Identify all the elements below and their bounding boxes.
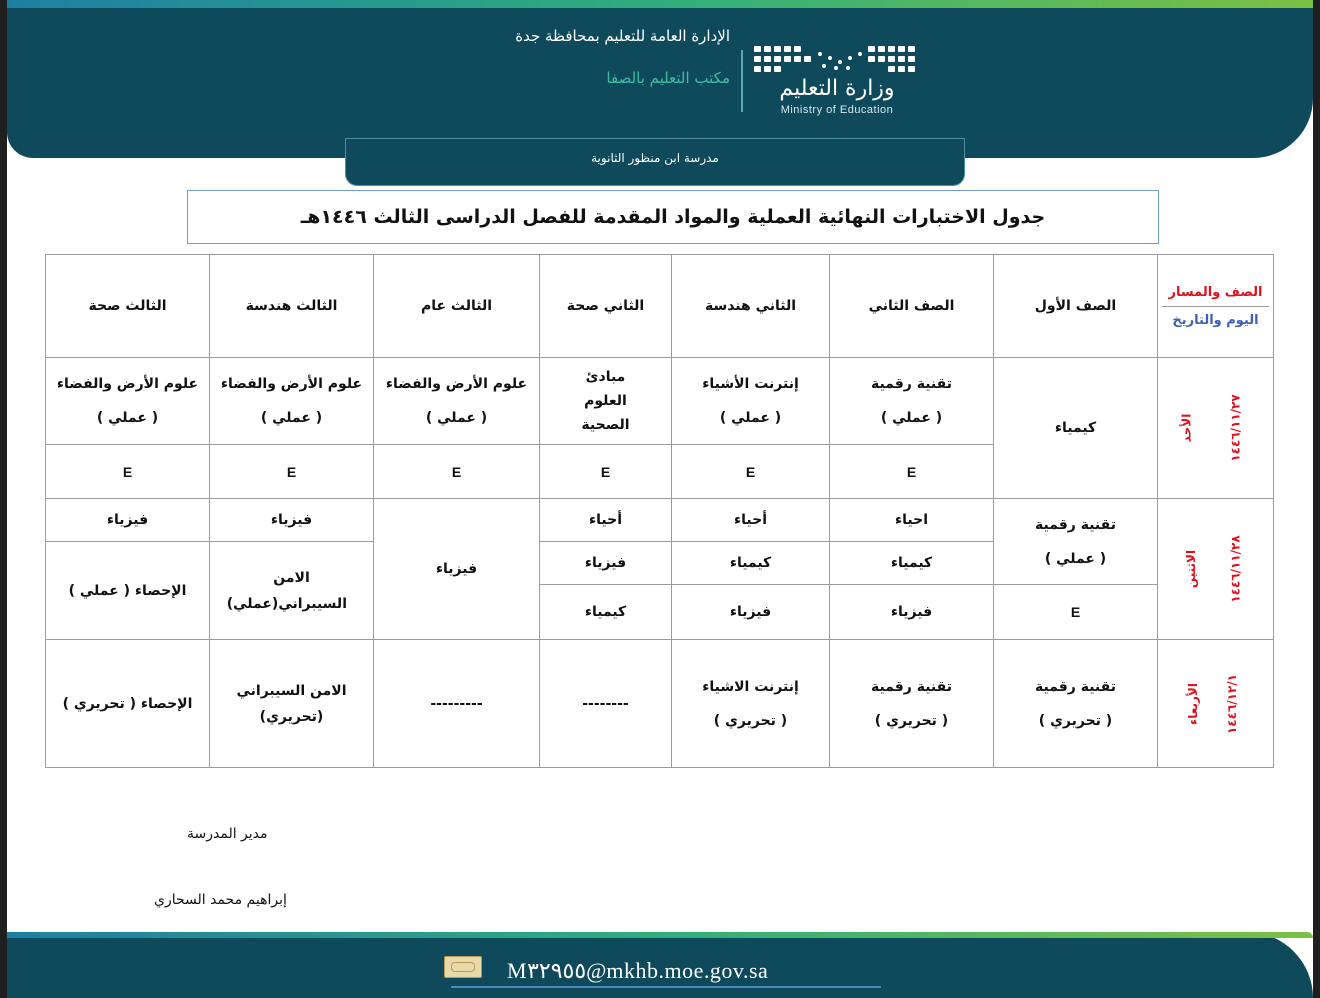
table-row <box>46 499 1274 542</box>
table-row <box>46 640 1274 768</box>
ministry-name-arabic: وزارة التعليم <box>779 76 895 101</box>
day-date: ١٤٤٦/١١/٢٨ <box>1228 535 1243 603</box>
table-row <box>46 358 1274 445</box>
education-office: مكتب التعليم بالصفا <box>606 69 730 87</box>
table-cell: فيزياء <box>374 499 540 640</box>
day-date: ١٤٤٦/١٢/١ <box>1225 673 1240 734</box>
e-marker: E <box>830 445 994 499</box>
table-cell: علوم الأرض والفضاء ( عملي ) <box>374 358 540 445</box>
table-cell: الامن السيبراني (تحريري) <box>210 640 374 768</box>
e-marker: E <box>540 445 672 499</box>
document-page <box>7 0 1313 998</box>
table-cell: إنترنت الاشياء ( تحريري ) <box>672 640 830 768</box>
table-cell: مبادئ العلوم الصحية <box>540 358 672 445</box>
header-row <box>46 255 1274 358</box>
table-cell: تقنية رقمية ( عملي ) <box>994 499 1158 585</box>
header-stripe <box>7 0 1313 8</box>
day-cell <box>1158 640 1274 768</box>
day-cell <box>1158 358 1274 499</box>
header-divider <box>741 50 743 112</box>
principal-name: إبراهيم محمد السحاري <box>154 892 287 908</box>
column-header: الصف الأول <box>994 255 1158 358</box>
table-cell: تقنية رقمية ( عملي ) <box>830 358 994 445</box>
column-header: الصف الثاني <box>830 255 994 358</box>
school-name: مدرسة ابن منظور الثانوية <box>345 138 965 186</box>
table-cell: --------- <box>374 640 540 768</box>
ministry-logo-icon <box>752 44 917 76</box>
e-marker: E <box>374 445 540 499</box>
table-cell: كيمياء <box>994 358 1158 499</box>
e-marker: E <box>672 445 830 499</box>
school-email[interactable]: M٣٢٩٥٥@mkhb.moe.gov.sa <box>507 958 769 983</box>
column-header: الثالث هندسة <box>210 255 374 358</box>
ministry-name-english: Ministry of Education <box>780 104 894 116</box>
table-cell: إنترنت الأشياء ( عملي ) <box>672 358 830 445</box>
e-marker: E <box>46 445 210 499</box>
table-cell: فيزياء <box>672 585 830 640</box>
table-cell: فيزياء <box>46 499 210 542</box>
table-cell: احياء <box>830 499 994 542</box>
table-cell: -------- <box>540 640 672 768</box>
corner-grade-track: الصف والمسار <box>1168 284 1263 300</box>
principal-title: مدير المدرسة <box>187 826 268 842</box>
day-date: ١٤٤٦/١١/٢٧ <box>1228 394 1243 462</box>
mail-icon <box>444 956 482 978</box>
table-cell: فيزياء <box>540 542 672 585</box>
email-underline <box>451 986 881 988</box>
day-cell <box>1158 499 1274 640</box>
table-cell: فيزياء <box>830 585 994 640</box>
column-header: الثالث صحة <box>46 255 210 358</box>
table-cell: الامن السيبراني(عملي) <box>210 542 374 640</box>
column-header: الثالث عام <box>374 255 540 358</box>
day-name: الأربعاء <box>1185 682 1200 725</box>
day-name: الأحد <box>1179 413 1194 443</box>
column-header: الثاني هندسة <box>672 255 830 358</box>
table-cell: الإحصاء ( تحريري ) <box>46 640 210 768</box>
table-cell: كيمياء <box>830 542 994 585</box>
table-cell: أحياء <box>540 499 672 542</box>
document-title: جدول الاختبارات النهائية العملية والمواد المقدمة للفصل الدراسى الثالث ١٤٤٦هـ <box>187 190 1159 244</box>
column-header: الثاني صحة <box>540 255 672 358</box>
corner-header-cell <box>1158 255 1274 358</box>
table-cell: كيمياء <box>672 542 830 585</box>
table-cell: تقنية رقمية ( تحريري ) <box>830 640 994 768</box>
table-cell: الإحصاء ( عملي ) <box>46 542 210 640</box>
day-name: الاثنين <box>1184 549 1199 589</box>
table-cell: فيزياء <box>210 499 374 542</box>
e-marker: E <box>210 445 374 499</box>
table-cell: تقنية رقمية ( تحريري ) <box>994 640 1158 768</box>
table-cell: كيمياء <box>540 585 672 640</box>
table-cell: علوم الأرض والفضاء ( عملي ) <box>210 358 374 445</box>
e-marker: E <box>994 585 1158 640</box>
corner-day-date: اليوم والتاريخ <box>1172 312 1259 328</box>
table-cell: علوم الأرض والفضاء ( عملي ) <box>46 358 210 445</box>
footer-stripe <box>7 932 1313 938</box>
table-cell: أحياء <box>672 499 830 542</box>
education-administration: الإدارة العامة للتعليم بمحافظة جدة <box>515 27 730 45</box>
exam-schedule-table <box>45 254 1274 768</box>
